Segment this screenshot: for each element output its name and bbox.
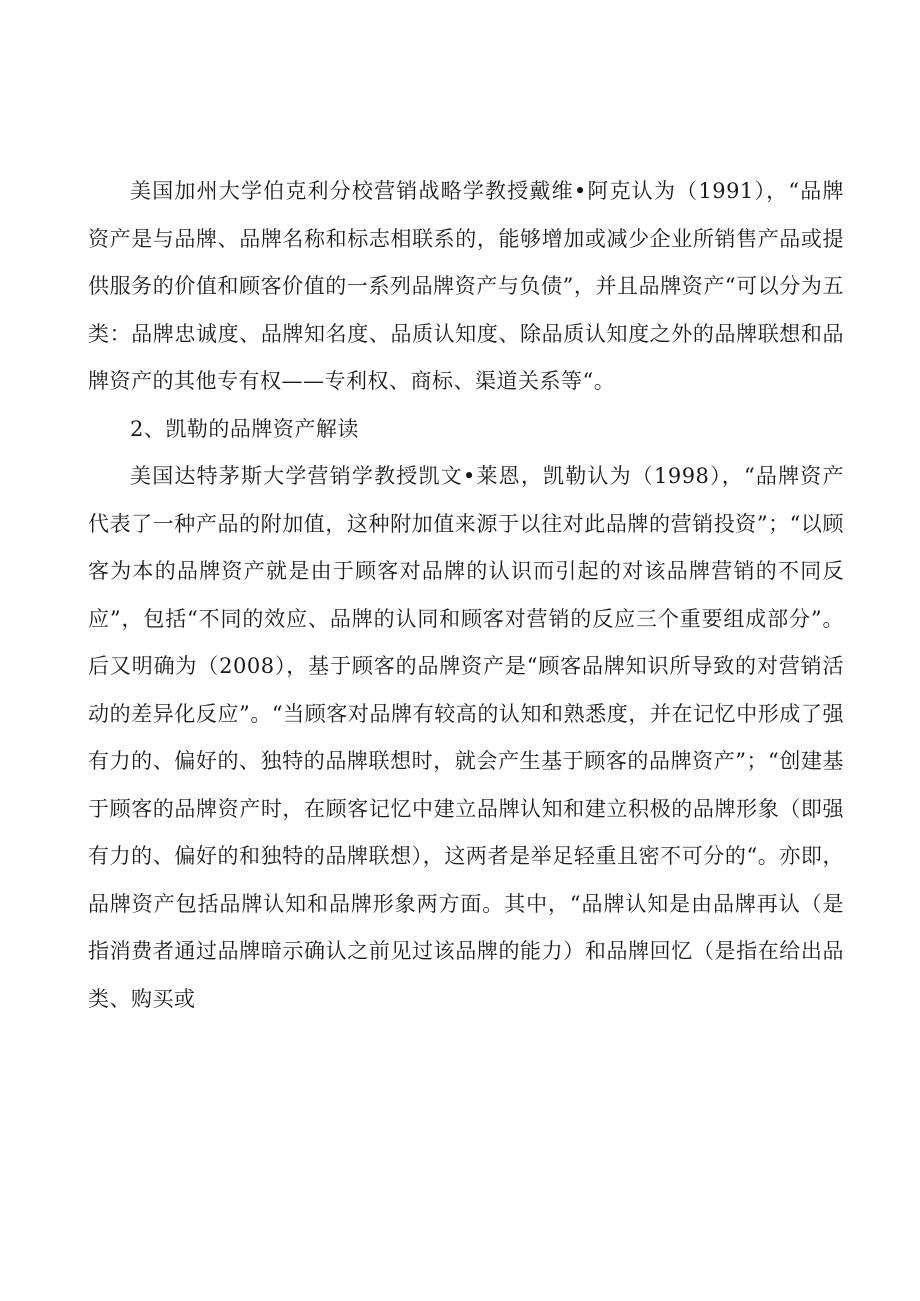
document-body — [88, 168, 844, 1023]
paragraph-aaker-definition: 美国加州大学伯克利分校营销战略学教授戴维•阿克认为（1991），“品牌资产是与品牌、品牌名称和标志相联系的，能够增加或减少企业所销售产品或提供服务的价值和顾客价值的一系列品牌资产与负债”，并且品牌资产“可以分为五类：品牌忠诚度、品牌知名度、品质认知度、除品质认知度之外的品牌联想和品牌资产的其他专有权——专利权、商标、渠道关系等“。 — [88, 179, 844, 393]
section-heading-keller: 2、凯勒的品牌资产解读 — [130, 416, 359, 441]
paragraph-keller-definition: 美国达特茅斯大学营销学教授凯文•莱恩，凯勒认为（1998），“品牌资产代表了一种产品的附加值，这种附加值来源于以往对此品牌的营销投资”；“以顾客为本的品牌资产就是由于顾客对品牌的认识而引起的对该品牌营销的不同反应”，包括“不同的效应、品牌的认同和顾客对营销的反应三个重要组成部分”。后又明确为（2008），基于顾客的品牌资产是“顾客品牌知识所导致的对营销活动的差异化反应”。“当顾客对品牌有较高的认知和熟悉度，并在记忆中形成了强有力的、偏好的、独特的品牌联想时，就会产生基于顾客的品牌资产”；“创建基于顾客的品牌资产时，在顾客记忆中建立品牌认知和建立积极的品牌形象（即强有力的、偏好的和独特的品牌联想），这两者是举足轻重且密不可分的“。亦即，品牌资产包括品牌认知和品牌形象两方面。其中，“品牌认知是由品牌再认（是指消费者通过品牌暗示确认之前见过该品牌的能力）和品牌回忆（是指在给出品类、购买或 — [88, 464, 844, 1011]
